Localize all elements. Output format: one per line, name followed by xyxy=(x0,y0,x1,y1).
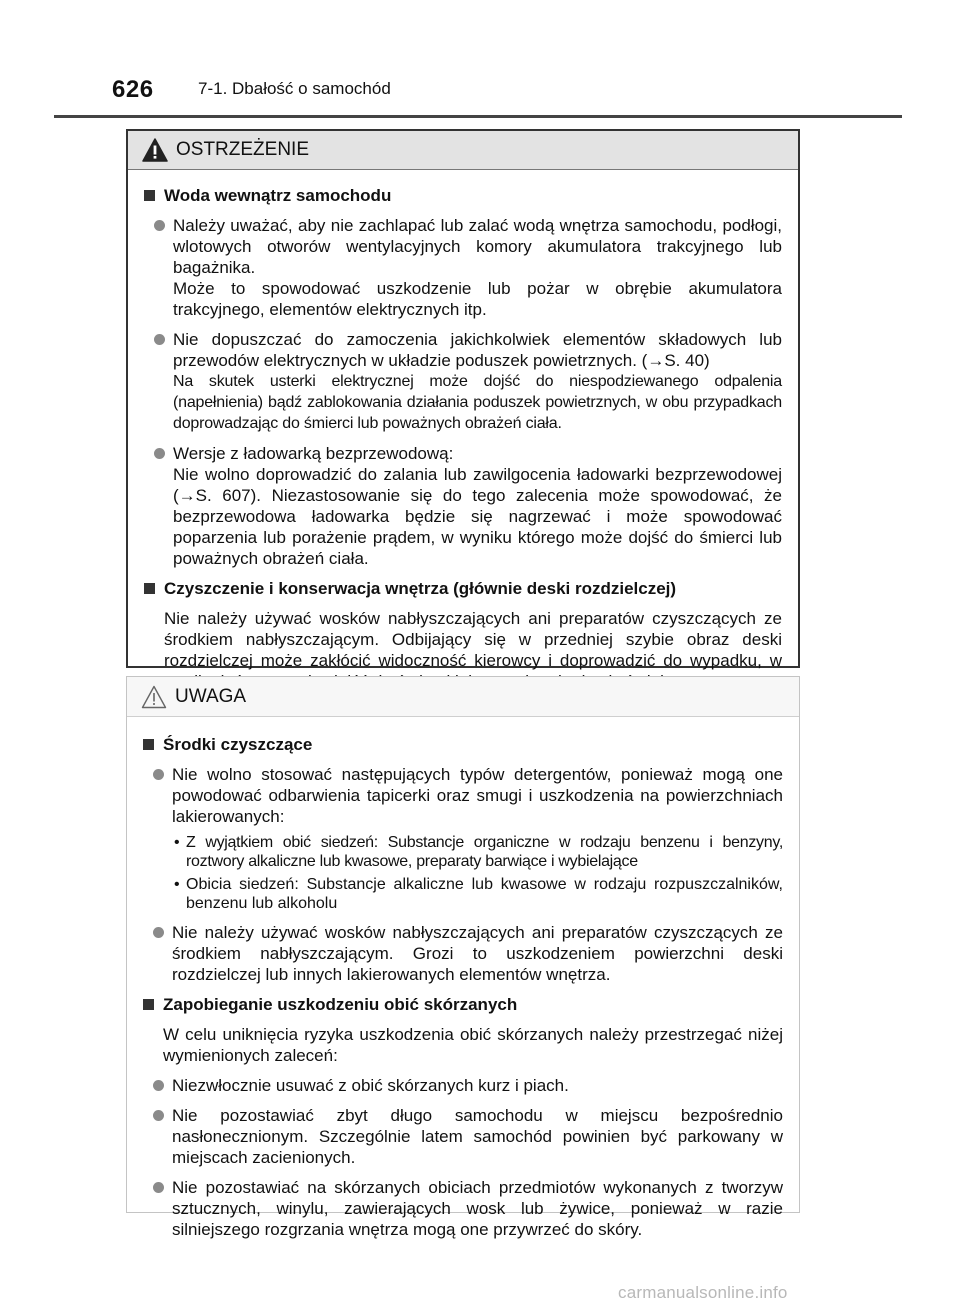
round-bullet-icon xyxy=(153,927,164,938)
round-bullet-icon xyxy=(153,1080,164,1091)
warning-body xyxy=(128,170,798,692)
section-heading-cleaning-agents: Środki czyszczące xyxy=(141,734,785,755)
round-bullet-icon xyxy=(154,448,165,459)
warning-triangle-filled-icon xyxy=(142,138,168,162)
watermark-text: carmanualsonline.info xyxy=(618,1283,788,1302)
bullet-item: Niezwłocznie usuwać z obić skórzanych kurz i piach. xyxy=(141,1075,783,1096)
caution-title: UWAGA xyxy=(175,685,247,707)
round-bullet-icon xyxy=(154,334,165,345)
warning-box-header xyxy=(128,131,798,170)
page-number: 626 xyxy=(112,76,154,103)
caution-box-header xyxy=(127,677,799,717)
bullet-item: Nie dopuszczać do zamoczenia jakichkolwiek elementów składowych lub przewodów elektrycznych w układzie poduszek powietrznych. (→S. 40) Na skutek usterki elektrycznej może dojść do niespodziewanego odpalenia (napełnienia) bądź zablokowania działania poduszek powietrznych, w obu przypadkach doprowadzając do śmierci lub poważnych obrażeń ciała. xyxy=(142,329,782,434)
header-divider xyxy=(54,115,902,118)
bullet-item: Nie wolno stosować następujących typów detergentów, ponieważ mogą one powodować odbarwienia tapicerki oraz smugi i uszkodzenia na powierzchniach lakierowanych: xyxy=(141,764,783,827)
square-bullet-icon xyxy=(143,999,154,1010)
bullet-item: Nie pozostawiać zbyt długo samochodu w miejscu bezpośrednio nasłonecznionym. Szczególnie latem samochód powinien być parkowany w miejscach zacienionych. xyxy=(141,1105,783,1168)
bullet-item: Wersje z ładowarką bezprzewodową: Nie wolno doprowadzić do zalania lub zawilgocenia ładowarki bezprzewodowej (→S. 607). Niezastosowanie się do tego zalecenia może spowodować, że bezprzewodowa ładowarka będzie się nagrzewać i może spowodować poparzenia lub porażenie prądem, w wyniku którego może dojść do śmierci lub poważnych obrażeń ciała. xyxy=(142,443,782,569)
square-bullet-icon xyxy=(143,739,154,750)
paragraph: W celu uniknięcia ryzyka uszkodzenia obić skórzanych należy przestrzegać niżej wymienionych zaleceń: xyxy=(163,1025,783,1065)
section-heading-water: Woda wewnątrz samochodu xyxy=(142,185,784,206)
warning-box xyxy=(126,129,800,668)
section-title: 7-1. Dbałość o samochód xyxy=(198,79,391,98)
round-bullet-icon xyxy=(153,1182,164,1193)
square-bullet-icon xyxy=(144,190,155,201)
caution-box xyxy=(126,676,800,1239)
bullet-item: Nie pozostawiać na skórzanych obiciach przedmiotów wykonanych z tworzyw sztucznych, winylu, zawierających wosk lub żywice, ponieważ w razie silniejszego rozgrzania wnętrza mogą one przywrzeć do skóry. xyxy=(141,1177,783,1240)
round-bullet-icon xyxy=(153,769,164,780)
sub-list-item: • Z wyjątkiem obić siedzeń: Substancje organiczne w rodzaju benzenu i benzyny, roztwory alkaliczne lub kwasowe, preparaty barwiące i wybielające xyxy=(174,834,783,870)
section-heading-interior-cleaning: Czyszczenie i konserwacja wnętrza (głównie deski rozdzielczej) xyxy=(142,578,784,599)
caution-body xyxy=(127,717,799,1240)
round-bullet-icon xyxy=(154,220,165,231)
section-heading-leather-care: Zapobieganie uszkodzeniu obić skórzanych xyxy=(141,994,785,1015)
bullet-item: Należy uważać, aby nie zachlapać lub zalać wodą wnętrza samochodu, podłogi, wlotowych otworów wentylacyjnych komory akumulatora trakcyjnego lub bagażnika. Może to spowodować uszkodzenie lub pożar w obrębie akumulatora trakcyjnego, elementów elektrycznych itp. xyxy=(142,215,782,320)
round-bullet-icon xyxy=(153,1110,164,1121)
paragraph: Nie należy używać wosków nabłyszczających ani preparatów czyszczących ze środkiem nabłyszczającym. Odbijający się w przedniej szybie obraz deski rozdzielczej może zakłócić widoczność kierowcy i doprowadzić do wypadku, w xyxy=(164,609,782,670)
caution-triangle-outline-icon xyxy=(141,685,167,709)
square-bullet-icon xyxy=(144,583,155,594)
sub-list-item: • Obicia siedzeń: Substancje alkaliczne lub kwasowe w rodzaju rozpuszczalników, benzenu lub alkoholu xyxy=(174,876,783,912)
warning-title: OSTRZEŻENIE xyxy=(176,139,310,160)
page-header xyxy=(112,76,902,116)
bullet-item: Nie należy używać wosków nabłyszczających ani preparatów czyszczących ze środkiem nabłyszczającym. Grozi to uszkodzeniem powierzchni deski rozdzielczej lub innych lakierowanych elementów wnętrza. xyxy=(141,922,783,985)
